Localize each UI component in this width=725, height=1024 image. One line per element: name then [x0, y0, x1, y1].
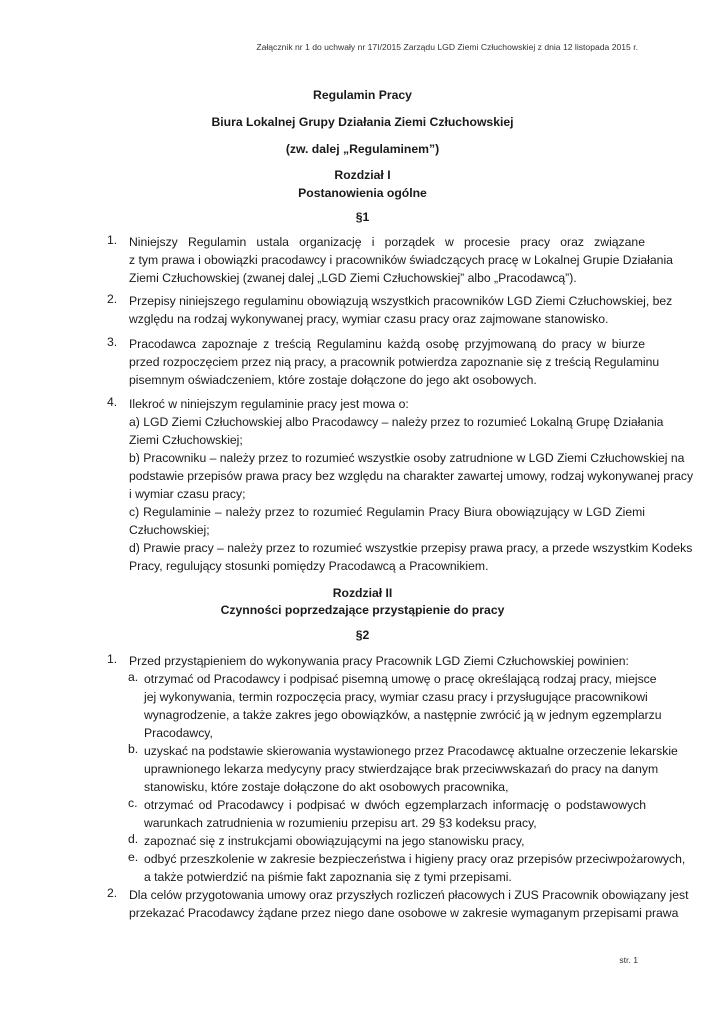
- text-line: jej wykonywania, termin rozpoczęcia pracy, wymiar czasu pracy i przysługujące pracownikowi: [144, 690, 648, 704]
- text-line: otrzymać od Pracodawcy i podpisać pisemną umowę o pracę określającą rodzaj pracy, miejsce: [144, 672, 657, 686]
- section-1-heading: §1: [355, 210, 370, 224]
- text-line: wynagrodzenie, a także zakres jego obowiązków, a następnie zwrócić ją w jednym egzemplarzu: [144, 708, 662, 722]
- page-number: str. 1: [619, 955, 638, 965]
- item-number: b.: [128, 742, 139, 756]
- text-line: warunkach zatrudnienia w rozumieniu przepisu art. 29 §3 kodeksu pracy,: [144, 816, 537, 830]
- text-line: Dla celów przygotowania umowy oraz przyszłych rozliczeń płacowych i ZUS Pracownik obowiązany jest: [129, 888, 689, 902]
- text-line: stanowisku, które zostaje dołączone do akt osobowych pracownika,: [144, 780, 509, 794]
- text-line: Ziemi Człuchowskiej (zwanej dalej „LGD Ziemi Człuchowskiej” albo „Pracodawcą”).: [129, 271, 577, 285]
- text-line: a także potwierdzić na piśmie fakt zapoznania się z tymi przepisami.: [144, 870, 512, 884]
- item-number: 3.: [107, 335, 118, 349]
- item-number: 4.: [107, 395, 118, 409]
- text-line: Przed przystąpieniem do wykonywania pracy Pracownik LGD Ziemi Człuchowskiej powinien:: [129, 654, 629, 668]
- text-line: pisemnym oświadczeniem, które zostaje dołączone do jego akt osobowych.: [129, 373, 537, 387]
- definition-d: d) Prawie pracy – należy przez to rozumieć wszystkie przepisy prawa pracy, a przede wszystkim Kodeks: [129, 541, 693, 555]
- text-line: uprawnionego lekarza medycyny pracy stwierdzające brak przeciwwskazań do pracy na danym: [144, 762, 659, 776]
- document-title: Regulamin Pracy: [313, 88, 412, 102]
- item-number: a.: [128, 670, 139, 684]
- text-line: względu na rodzaj wykonywanej pracy, wymiar czasu pracy oraz zajmowane stanowisko.: [129, 312, 609, 326]
- item-number: 2.: [107, 292, 118, 306]
- text-line: Człuchowskiej;: [129, 523, 210, 537]
- chapter-2-label: Rozdział II: [332, 586, 393, 600]
- item-number: 2.: [107, 886, 118, 900]
- item-number: 1.: [107, 652, 118, 666]
- document-alias: (zw. dalej „Regulaminem”): [285, 142, 440, 156]
- text-line: przed rozpoczęciem przez nią pracy, a pracownik potwierdza zapoznanie się z treścią Regulaminu: [129, 355, 660, 369]
- text-line: Przepisy niniejszego regulaminu obowiązują wszystkich pracowników LGD Ziemi Człuchowskiej, bez: [129, 294, 673, 308]
- chapter-2-title: Czynności poprzedzające przystąpienie do pracy: [220, 603, 505, 617]
- text-line: i wymiar czasu pracy;: [129, 487, 246, 501]
- attachment-note: Załącznik nr 1 do uchwały nr 17I/2015 Zarządu LGD Ziemi Człuchowskiej z dnia 12 listopada 2015 r.: [256, 42, 638, 52]
- item-number: c.: [128, 796, 138, 810]
- text-line: Ilekroć w niniejszym regulaminie pracy jest mowa o:: [129, 397, 409, 411]
- definition-b: b) Pracowniku – należy przez to rozumieć wszystkie osoby zatrudnione w LGD Ziemi Człuchowskiej na: [129, 451, 685, 465]
- item-number: e.: [128, 850, 139, 864]
- text-line: Pracy, regulujący stosunki pomiędzy Pracodawcą a Pracownikiem.: [129, 559, 489, 573]
- text-line: odbyć przeszkolenie w zakresie bezpieczeństwa i higieny pracy oraz przepisów przeciwpożarowych,: [144, 852, 686, 866]
- item-number: 1.: [107, 233, 118, 247]
- text-line: Pracodawcy,: [144, 726, 213, 740]
- chapter-1-title: Postanowienia ogólne: [298, 186, 427, 200]
- chapter-1-label: Rozdział I: [334, 168, 391, 182]
- text-line: Niniejszy Regulamin ustala organizację i porządek w procesie pracy oraz związane: [129, 235, 645, 249]
- definition-c: c) Regulaminie – należy przez to rozumieć Regulamin Pracy Biura obowiązujący w LGD Ziemi: [129, 505, 645, 519]
- text-line: Pracodawca zapoznaje z treścią Regulaminu każdą osobę przyjmowaną do pracy w biurze: [129, 337, 645, 351]
- text-line: przekazać Pracodawcy żądane przez niego dane osobowe w zakresie wymaganym przepisami prawa: [129, 906, 679, 920]
- document-subtitle: Biura Lokalnej Grupy Działania Ziemi Człuchowskiej: [211, 115, 514, 129]
- item-number: d.: [128, 832, 139, 846]
- text-line: otrzymać od Pracodawcy i podpisać w dwóch egzemplarzach informację o podstawowych: [144, 798, 646, 812]
- text-line: z tym prawa i obowiązki pracodawcy i pracowników świadczących pracę w Lokalnej Grupie Działania: [129, 253, 673, 267]
- text-line: podstawie przepisów prawa pracy bez względu na charakter zawartej umowy, rodzaj wykonywanej pracy: [129, 469, 694, 483]
- text-line: zapoznać się z instrukcjami obowiązującymi na jego stanowisku pracy,: [144, 834, 525, 848]
- definition-a: a) LGD Ziemi Człuchowskiej albo Pracodawcy – należy przez to rozumieć Lokalną Grupę Działania: [129, 415, 664, 429]
- text-line: uzyskać na podstawie skierowania wystawionego przez Pracodawcę aktualne orzeczenie lekarskie: [144, 744, 678, 758]
- text-line: Ziemi Człuchowskiej;: [129, 433, 243, 447]
- section-2-heading: §2: [355, 628, 370, 642]
